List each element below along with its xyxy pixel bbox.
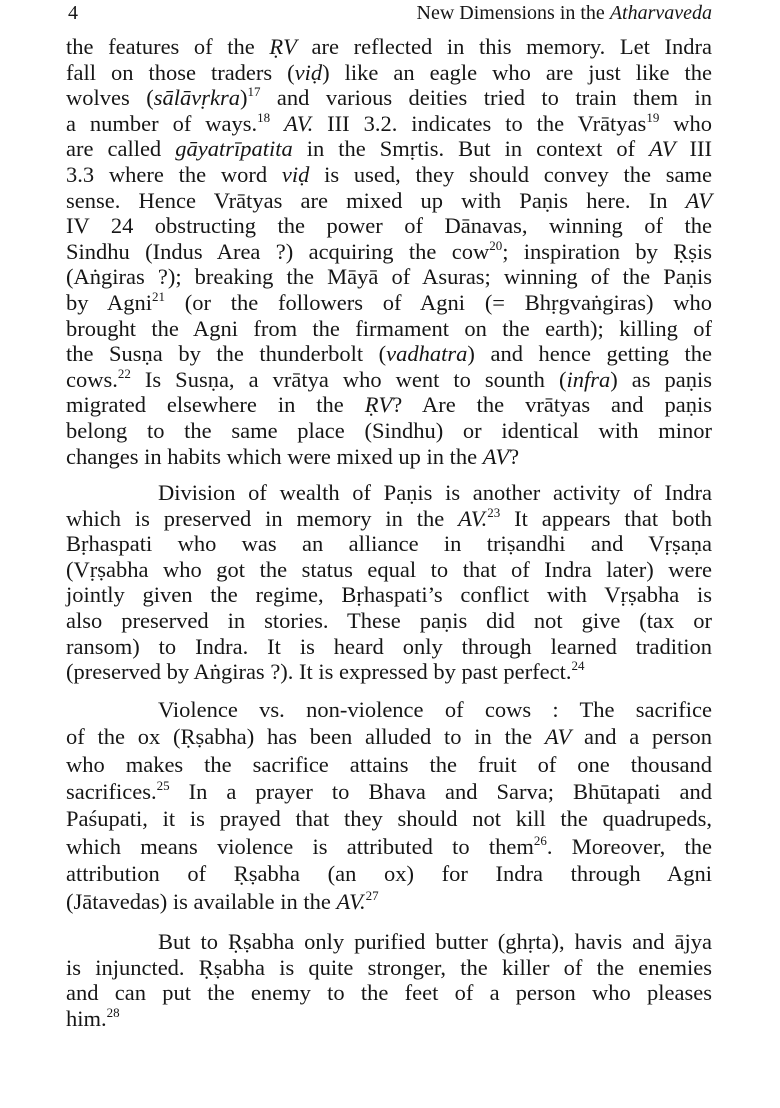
italic-run: sālāvṛkra (153, 85, 240, 111)
text-run: a number of ways. (66, 110, 258, 136)
paragraph (66, 34, 712, 469)
text-line (66, 888, 712, 915)
italic-run: AV (685, 187, 712, 213)
italic-run: gāyatrīpatita (175, 136, 293, 162)
text-line (66, 833, 712, 860)
text-line (66, 860, 712, 887)
text-run: ) as paṇis (610, 366, 713, 392)
italic-run: infra (566, 366, 611, 392)
text-run (270, 111, 284, 136)
text-line (66, 136, 712, 162)
paragraph (66, 480, 712, 685)
text-run: ) like an eagle who are just like the (322, 59, 712, 85)
text-run: III (675, 136, 713, 162)
text-run: which means violence is attributed to them (66, 833, 534, 859)
text-run: (Vṛṣabha who got the status equal to that of Indra later) were (66, 556, 712, 582)
text-run: the Susṇa by the thunderbolt ( (66, 341, 387, 367)
text-run: ) and hence getting the (467, 341, 712, 367)
italic-run: vadhatra (386, 341, 468, 367)
text-run: Paśupati, it is prayed that they should not kill the quadrupeds, (66, 806, 712, 832)
footnote-ref: 23 (487, 504, 501, 520)
text-line (66, 659, 712, 685)
italic-run: AV (544, 724, 572, 750)
text-run: fall on those traders ( (66, 59, 295, 85)
text-run: changes in habits which were mixed up in the (66, 443, 483, 469)
italic-run: AV. (284, 110, 314, 136)
italic-run: AV. (336, 888, 366, 914)
text-run: him. (66, 1005, 107, 1031)
text-line (66, 85, 712, 111)
text-run: 3.3 where the word (66, 161, 282, 187)
text-run: ) (239, 85, 248, 111)
text-run: Violence vs. non-violence of cows : The sacrifice (158, 696, 712, 722)
text-line (66, 557, 712, 583)
text-run: is used, they should convey the same (309, 161, 712, 187)
text-line (66, 264, 712, 290)
text-run: the features of the (66, 34, 270, 59)
running-title-italic: Atharvaveda (609, 2, 712, 24)
text-run: (preserved by Aṅgiras ?). It is expressed by past perfect. (66, 659, 572, 685)
text-run: (Jātavedas) is available in the (66, 888, 337, 914)
text-run: IV 24 obstructing the power of Dānavas, winning of the (66, 213, 712, 239)
text-line (66, 480, 712, 506)
text-run: of the ox (Ṛṣabha) has been alluded to in the (66, 724, 545, 750)
footnote-ref: 19 (646, 109, 660, 125)
text-run: ransom) to Indra. It is heard only through learned tradition (66, 633, 712, 659)
text-line (66, 418, 712, 444)
text-line (66, 955, 712, 981)
text-line (66, 162, 712, 188)
footnote-ref: 27 (365, 887, 379, 903)
italic-run: viḍ (281, 161, 310, 187)
text-run: and can put the enemy to the feet of a person who pleases (66, 980, 712, 1006)
text-run: who (659, 110, 713, 136)
text-run: wolves ( (66, 85, 154, 111)
footnote-ref: 18 (257, 109, 271, 125)
text-line (66, 696, 712, 723)
text-line (66, 34, 712, 60)
text-line (66, 506, 712, 532)
text-run: Division of wealth of Paṇis is another activity of Indra (158, 480, 712, 506)
body-text (66, 34, 712, 1042)
text-line (66, 290, 712, 316)
text-line (66, 582, 712, 608)
text-line (66, 392, 712, 418)
text-line (66, 980, 712, 1006)
text-run: are called (66, 136, 176, 162)
text-line (66, 608, 712, 634)
footnote-ref: 26 (533, 832, 547, 848)
text-run: belong to the same place (Sindhu) or identical with minor (66, 417, 712, 443)
text-line (66, 367, 712, 393)
text-run: jointly given the regime, Bṛhaspati’s conflict with Vṛṣabha is (66, 582, 712, 608)
footnote-ref: 28 (106, 1004, 120, 1020)
text-run: ; inspiration by Ṛṣis (502, 238, 712, 264)
paragraph (66, 696, 712, 915)
text-run: also preserved in stories. These paṇis did not give (tax or (66, 608, 712, 634)
text-run: ? Are the vrātyas and paṇis (392, 392, 712, 418)
text-run: Sindhu (Indus Area ?) acquiring the cow (66, 238, 490, 264)
text-line (66, 213, 712, 239)
text-run: ? (509, 443, 520, 469)
running-title (417, 0, 713, 26)
text-line (66, 316, 712, 342)
italic-run: ṚV (364, 392, 393, 418)
text-line (66, 531, 712, 557)
footnote-ref: 21 (152, 288, 166, 304)
text-run: is injuncted. Ṛṣabha is quite stronger, the killer of the enemies (66, 954, 712, 980)
text-run: migrated elsewhere in the (66, 392, 365, 418)
text-line (66, 60, 712, 86)
footnote-ref: 24 (571, 658, 585, 674)
text-run: sacrifices. (66, 779, 157, 805)
text-line (66, 778, 712, 805)
text-run: In a prayer to Bhava and Sarva; Bhūtapati and (169, 779, 712, 805)
text-line (66, 751, 712, 778)
italic-run: AV (482, 443, 510, 469)
text-run: and a person (571, 724, 712, 750)
italic-run: AV. (458, 505, 488, 531)
running-title-roman: New Dimensions in the (416, 2, 610, 24)
text-run: and various deities tried to train them in (260, 85, 712, 111)
text-run: (Aṅgiras ?); breaking the Māyā of Asuras; winning of the Paṇis (66, 264, 712, 290)
footnote-ref: 25 (156, 778, 170, 794)
text-line (66, 188, 712, 214)
italic-run: AV (649, 136, 676, 162)
text-run: Is Susṇa, a vrātya who went to sounth ( (130, 366, 567, 392)
italic-run: viḍ (294, 59, 323, 85)
footnote-ref: 22 (117, 365, 131, 381)
text-run: by Agni (66, 289, 153, 315)
text-line (66, 444, 712, 470)
text-run: III 3.2. indicates to the Vrātyas (313, 110, 647, 136)
text-run: sense. Hence Vrātyas are mixed up with Paṇis here. In (66, 187, 686, 213)
text-line (66, 634, 712, 660)
italic-run: ṚV (269, 34, 297, 59)
text-line (66, 341, 712, 367)
text-line (66, 239, 712, 265)
text-line (66, 723, 712, 750)
text-run: Bṛhaspati who was an alliance in triṣandhi and Vṛṣaṇa (66, 531, 712, 557)
text-run: in the Smṛtis. But in context of (292, 136, 650, 162)
text-run: are reflected in this memory. Let Indra (296, 34, 713, 59)
text-run: attribution of Ṛṣabha (an ox) for Indra through Agni (66, 861, 712, 887)
text-run: brought the Agni from the firmament on the earth); killing of (66, 315, 712, 341)
text-line (66, 111, 712, 137)
text-line (66, 929, 712, 955)
paragraph (66, 929, 712, 1031)
footnote-ref: 17 (247, 84, 261, 100)
text-run: It appears that both (500, 505, 712, 531)
text-run: which is preserved in memory in the (66, 505, 459, 531)
running-header (66, 0, 712, 26)
text-run: (or the followers of Agni (= Bhṛgvaṅgiras) who (165, 289, 712, 315)
text-line (66, 1006, 712, 1032)
text-run: cows. (66, 366, 118, 392)
text-run: . Moreover, the (546, 833, 712, 859)
footnote-ref: 20 (489, 237, 503, 253)
text-line (66, 805, 712, 832)
text-run: But to Ṛṣabha only purified butter (ghṛta), havis and ājya (158, 928, 712, 954)
page-number: 4 (68, 2, 78, 24)
text-run: who makes the sacrifice attains the fruit of one thousand (66, 751, 712, 777)
